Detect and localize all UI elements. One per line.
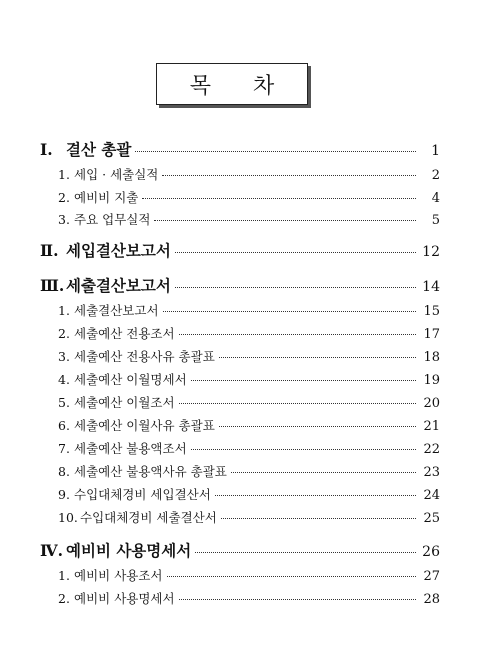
toc-item-title: 예비비 지출 xyxy=(74,190,139,205)
toc-section-number: Ⅱ. xyxy=(40,241,59,260)
dot-leader xyxy=(191,449,416,450)
toc-item xyxy=(58,165,440,183)
toc-page-number: 25 xyxy=(423,511,440,526)
toc-page-number: 14 xyxy=(422,279,440,295)
toc-item xyxy=(58,485,440,503)
toc-section-number: Ⅳ. xyxy=(40,541,63,560)
dot-leader xyxy=(195,552,416,553)
toc-item-number: 1. xyxy=(58,167,70,182)
toc-item-number: 10. xyxy=(58,510,78,525)
toc-page-number: 28 xyxy=(423,592,440,607)
dot-leader xyxy=(179,403,416,404)
dot-leader xyxy=(135,151,416,152)
dot-leader xyxy=(175,252,416,253)
toc-title-right: 차 xyxy=(253,73,275,99)
toc-title-left: 목 xyxy=(189,73,211,99)
toc-item-title: 수입대체경비 세입결산서 xyxy=(74,487,211,502)
toc-page-number: 1 xyxy=(431,143,440,159)
toc-section-title: 세입결산보고서 xyxy=(66,241,171,260)
toc-item-title: 세출예산 이월명세서 xyxy=(74,372,187,387)
toc-section-title: 결산 총괄 xyxy=(66,140,132,159)
toc-item-title: 주요 업무실적 xyxy=(74,212,151,227)
toc-section-number: Ⅲ. xyxy=(40,276,65,295)
toc-section-number: Ⅰ. xyxy=(40,140,53,159)
toc-item xyxy=(58,188,440,206)
toc-item-number: 9. xyxy=(58,487,70,502)
toc-item xyxy=(58,589,440,607)
toc-item xyxy=(58,210,440,228)
toc-page-number: 12 xyxy=(422,244,440,260)
toc-item xyxy=(58,416,440,434)
toc-page-number: 19 xyxy=(423,373,440,388)
toc-item xyxy=(58,462,440,480)
toc-page-number: 22 xyxy=(423,442,440,457)
dot-leader xyxy=(231,472,416,473)
toc-page-number: 17 xyxy=(423,327,440,342)
dot-leader xyxy=(142,198,416,199)
toc-item-title: 세입 · 세출실적 xyxy=(74,167,159,182)
toc-section-title: 세출결산보고서 xyxy=(66,276,171,295)
toc-item-title: 세출예산 이월조서 xyxy=(74,395,175,410)
toc-section-3 xyxy=(40,274,440,296)
toc-item-number: 2. xyxy=(58,591,70,606)
dot-leader xyxy=(175,287,416,288)
toc-item-number: 2. xyxy=(58,326,70,341)
toc-page-number: 26 xyxy=(422,544,440,560)
toc-item xyxy=(58,370,440,388)
toc-item-number: 8. xyxy=(58,464,70,479)
toc-page-number: 24 xyxy=(423,488,440,503)
toc-item-number: 6. xyxy=(58,418,70,433)
toc-item-title: 예비비 사용조서 xyxy=(74,568,163,583)
toc-item-number: 3. xyxy=(58,212,70,227)
toc-item xyxy=(58,508,440,526)
toc-item-title: 예비비 사용명세서 xyxy=(74,591,175,606)
toc-item-number: 3. xyxy=(58,349,70,364)
toc-page-number: 4 xyxy=(431,191,440,206)
toc-page-number: 2 xyxy=(431,168,440,183)
toc-page-number: 21 xyxy=(423,419,440,434)
toc-item-title: 세출예산 불용액조서 xyxy=(74,441,187,456)
dot-leader xyxy=(221,518,416,519)
toc-page-number: 18 xyxy=(423,350,440,365)
toc-title-box xyxy=(156,63,308,105)
toc-item-title: 세출예산 전용조서 xyxy=(74,326,175,341)
toc-section-4 xyxy=(40,539,440,561)
toc-page-number: 20 xyxy=(423,396,440,411)
toc-section-2 xyxy=(40,239,440,261)
dot-leader xyxy=(219,357,416,358)
toc-item xyxy=(58,301,440,319)
toc-item xyxy=(58,393,440,411)
toc-item xyxy=(58,347,440,365)
toc-page-number: 23 xyxy=(423,465,440,480)
dot-leader xyxy=(219,426,416,427)
toc-page-number: 5 xyxy=(431,213,440,228)
toc-section-title: 예비비 사용명세서 xyxy=(66,541,192,560)
toc-item-number: 2. xyxy=(58,190,70,205)
toc-page-number: 15 xyxy=(423,304,440,319)
dot-leader xyxy=(191,380,416,381)
toc-item xyxy=(58,566,440,584)
dot-leader xyxy=(167,576,417,577)
toc-item-number: 7. xyxy=(58,441,70,456)
dot-leader xyxy=(215,495,416,496)
toc-item xyxy=(58,324,440,342)
toc-item-title: 세출예산 전용사유 총괄표 xyxy=(74,349,215,364)
toc-item-number: 4. xyxy=(58,372,70,387)
toc-item-title: 세출결산보고서 xyxy=(74,303,159,318)
toc-item-number: 1. xyxy=(58,303,70,318)
toc-item-number: 1. xyxy=(58,568,70,583)
dot-leader xyxy=(154,220,416,221)
dot-leader xyxy=(163,311,416,312)
toc-section-1 xyxy=(40,138,440,160)
dot-leader xyxy=(179,334,416,335)
toc-item-title: 수입대체경비 세출결산서 xyxy=(80,510,217,525)
toc-item-title: 세출예산 불용액사유 총괄표 xyxy=(74,464,227,479)
dot-leader xyxy=(179,599,416,600)
toc-item xyxy=(58,439,440,457)
toc-item-number: 5. xyxy=(58,395,70,410)
toc-page-number: 27 xyxy=(423,569,440,584)
dot-leader xyxy=(162,175,416,176)
toc-item-title: 세출예산 이월사유 총괄표 xyxy=(74,418,215,433)
